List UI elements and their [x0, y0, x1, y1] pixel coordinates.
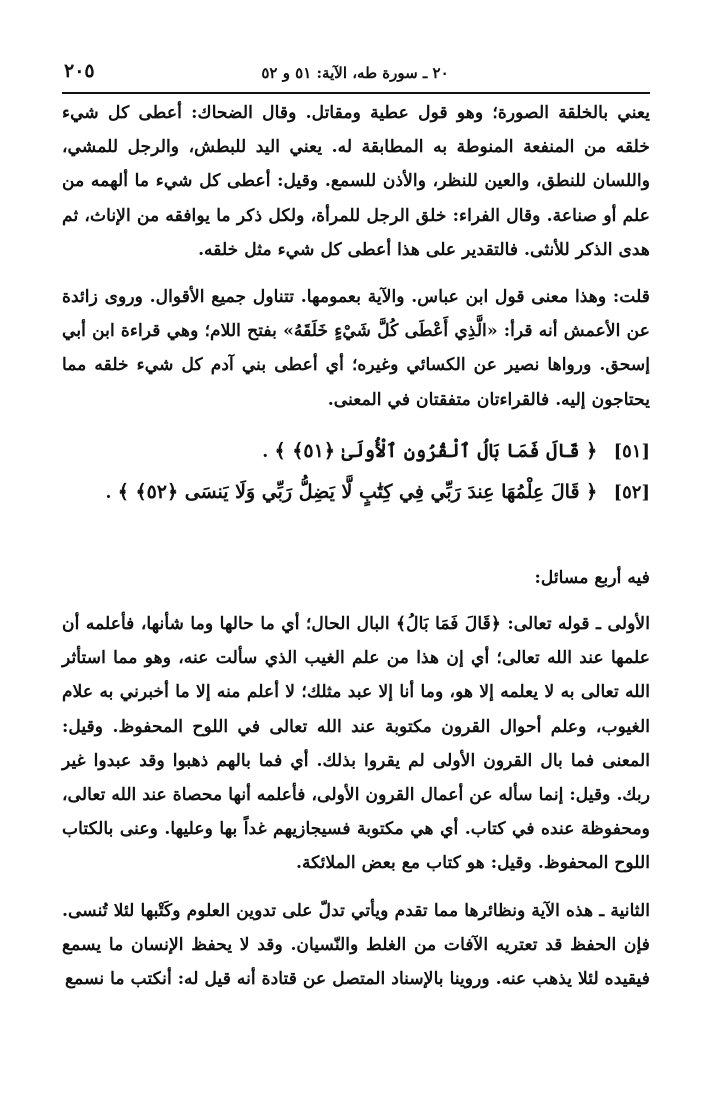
- verse-52: [٥٢] ﴿ قَالَ عِلْمُهَا عِندَ رَبِّي فِي كِتَٰبٍ لَّا يَضِلُّ رَبِّي وَلَا يَنسَى ﴿٥٢﴾ ﴾ .: [105, 480, 650, 503]
- verse-52-number: [٥٢]: [613, 481, 650, 503]
- verse-51: [٥١] ﴿ قَالَ فَمَا بَالُ ٱلْقُرُونِ ٱلْأُولَىٰ ﴿٥١﴾ ﴾ .: [262, 439, 650, 462]
- issues-intro: فيه أربع مسائل:: [534, 567, 650, 588]
- paragraph-second-issue: الثانية ـ هذه الآية ونظائرها مما تقدم ويأتي تدلّ على تدوين العلوم وكَتْبها لئلا تُنسى. فإن الحفظ قد تعتريه الآفات من الغلط والنّسيان. وقد لا يحفظ الإنسان ما يسمع فيقيده لئلا يذهب عنه. وروينا بالإسناد المتصل عن قتادة أنه قيل له: أنكتب ما نسمع: [62, 900, 650, 990]
- verse-51-text: ﴿ قَالَ فَمَا بَالُ ٱلْقُرُونِ ٱلْأُولَىٰ ﴿٥١﴾ ﴾: [274, 439, 598, 462]
- paragraph-ibn-abbas: قلت: وهذا معنى قول ابن عباس. والآية بعمومها. تتناول جميع الأقوال. وروى زائدة عن الأعمش أنه قرأ: «الَّذِي أَعْطَى كُلَّ شَيْءٍ خَلَقَهُ» بفتح اللام؛ وهي قراءة ابن أبي إسحق. ورواها نصير عن الكسائي وغيره؛ أي أعطى بني آدم كل شيء خلقه مما يحتاجون إليه. فالقراءتان متفقتان في المعنى.: [62, 287, 650, 410]
- verse-52-text: ﴿ قَالَ عِلْمُهَا عِندَ رَبِّي فِي كِتَٰبٍ لَّا يَضِلُّ رَبِّي وَلَا يَنسَى ﴿٥٢﴾ ﴾: [117, 480, 598, 503]
- running-title: ٢٠ ـ سورة طه، الآية: ٥١ و ٥٢: [261, 64, 449, 82]
- page-number: ٢٠٥: [64, 60, 95, 82]
- paragraph-dahhak: يعني بالخلقة الصورة؛ وهو قول عطية ومقاتل. وقال الضحاك: أعطى كل شيء خلقه من المنفعة المنوطة به المطابقة له. يعني اليد للبطش، والرجل للمشي، واللسان للنطق، والعين للنظر، والأذن للسمع. وقيل: أعطى كل شيء ما ألهمه من علم أو صناعة. وقال الفراء: خلق الرجل للمرأة، ولكل ذكر ما يوافقه من الإناث، ثم هدى الذكر للأنثى. فالتقدير على هذا أعطى كل شيء مثل خلقه.: [62, 103, 650, 260]
- header-rule: [62, 92, 650, 94]
- paragraph-first-issue: الأولى ـ قوله تعالى: ﴿قَالَ فَمَا بَالُ﴾ البال الحال؛ أي ما حالها وما شأنها، فأعلمه أن علمها عند الله تعالى؛ أي إن هذا من علم الغيب الذي سألت عنه، وهو مما استأثر الله تعالى به لا يعلمه إلا هو، وما أنا إلا عبد مثلك؛ لا أعلم منه إلا ما أخبرني به علام الغيوب، وعلم أحوال القرون مكتوبة عند الله تعالى في اللوح المحفوظ. وقيل: المعنى فما بال القرون الأولى لم يقروا بذلك. أي فما بالهم ذهبوا وقد عبدوا غير ربك. وقيل: إنما سأله عن أعمال القرون الأولى، فأعلمه أنها محصاة عند الله تعالى، ومحفوظة عنده في كتاب. أي هي مكتوبة فسيجازيهم غداً بها وعليها. وعنى بالكتاب اللوح المحفوظ. وقيل: هو كتاب مع بعض الملائكة.: [62, 614, 650, 874]
- verse-51-number: [٥١]: [613, 440, 650, 462]
- page-body: [62, 96, 650, 996]
- page-header: [60, 60, 650, 92]
